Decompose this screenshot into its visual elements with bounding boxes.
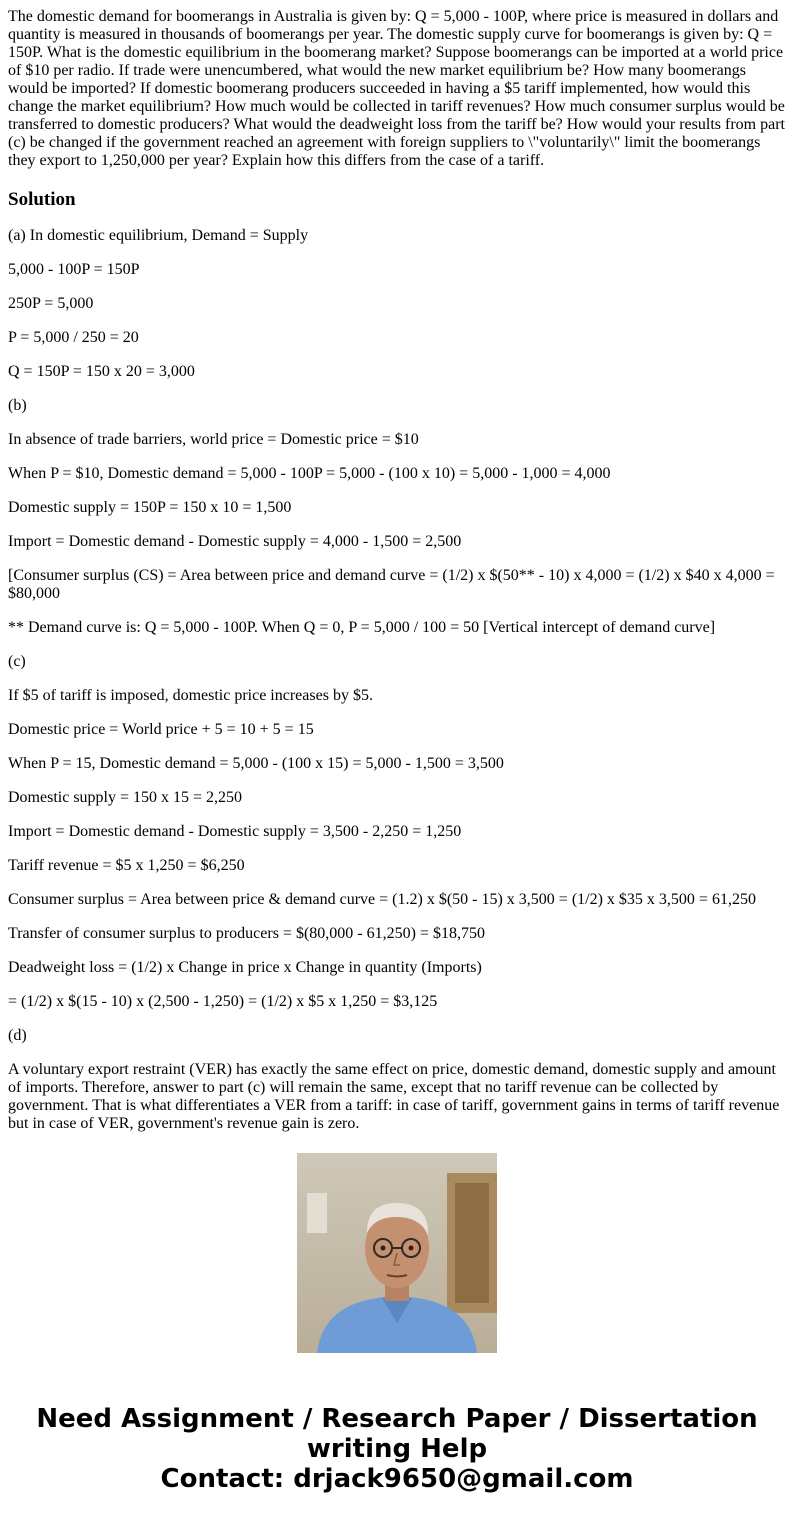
banner-line: writing Help: [306, 1434, 488, 1464]
solution-line: (d): [8, 1027, 27, 1044]
contact-email: Contact: drjack9650@gmail.com: [160, 1464, 634, 1494]
solution-line: Deadweight loss = (1/2) x Change in price x Change in quantity (Imports): [8, 959, 482, 976]
contact-banner: [0, 1404, 794, 1494]
solution-line: Domestic supply = 150 x 15 = 2,250: [8, 789, 243, 806]
solution-line: Tariff revenue = $5 x 1,250 = $6,250: [8, 857, 245, 874]
solution-line: P = 5,000 / 250 = 20: [8, 329, 139, 346]
solution-line: If $5 of tariff is imposed, domestic price increases by $5.: [8, 687, 373, 704]
person-portrait-icon: [297, 1153, 497, 1353]
solution-line: In absence of trade barriers, world price = Domestic price = $10: [8, 431, 419, 448]
solution-line: Domestic price = World price + 5 = 10 + 5 = 15: [8, 721, 314, 738]
solution-line: ** Demand curve is: Q = 5,000 - 100P. When Q = 0, P = 5,000 / 100 = 50 [Vertical intercept of demand curve]: [8, 619, 716, 636]
solution-line: (a) In domestic equilibrium, Demand = Supply: [8, 227, 309, 244]
solution-line: When P = 15, Domestic demand = 5,000 - (100 x 15) = 5,000 - 1,500 = 3,500: [8, 755, 504, 772]
banner-line: Need Assignment / Research Paper / Dissertation: [36, 1404, 758, 1434]
solution-line: (b): [8, 397, 27, 414]
solution-line: When P = $10, Domestic demand = 5,000 - 100P = 5,000 - (100 x 10) = 5,000 - 1,000 = 4,000: [8, 465, 611, 482]
solution-line: [Consumer surplus (CS) = Area between price and demand curve = (1/2) x $(50** - 10) x 4,000 = (1/2) x $40 x 4,000 = $80,000: [8, 567, 775, 602]
solution-line: Consumer surplus = Area between price & demand curve = (1.2) x $(50 - 15) x 3,500 = (1/2) x $35 x 3,500 = 61,250: [8, 891, 756, 908]
question-text: The domestic demand for boomerangs in Australia is given by: Q = 5,000 - 100P, where price is measured in dollars and quantity is measured in thousands of boomerangs per year. The domestic supply curve for boomerangs is given by: Q = 150P. What is the domestic equilibrium in the boomerang market? Suppose boomerangs can be imported at a world price of $10 per radio. If trade were unencumbered, what would the new market equilibrium be? How many boomerangs would be imported? If domestic boomerang producers succeeded in having a $5 tariff implemented, how would this change the market equilibrium? How much would be collected in tariff revenues? How much consumer surplus would be transferred to domestic producers? What would the deadweight loss from the tariff be? How would your results from part (c) be changed if the government reached an agreement with foreign suppliers to \"voluntarily\" limit the boomerangs they export to 1,250,000 per year? Explain how this differs from the case of a tariff.: [8, 8, 785, 169]
solution-body: [8, 227, 788, 1133]
solution-line: A voluntary export restraint (VER) has exactly the same effect on price, domestic demand, domestic supply and amount of imports. Therefore, answer to part (c) will remain the same, except that no tariff revenue can be collected by government. That is what differentiates a VER from a tariff: in case of tariff, government gains in terms of tariff revenue but in case of VER, government's revenue gain is zero.: [8, 1061, 780, 1132]
solution-line: = (1/2) x $(15 - 10) x (2,500 - 1,250) = (1/2) x $5 x 1,250 = $3,125: [8, 993, 438, 1010]
solution-line: Domestic supply = 150P = 150 x 10 = 1,500: [8, 499, 292, 516]
solution-line: Transfer of consumer surplus to producers = $(80,000 - 61,250) = $18,750: [8, 925, 485, 942]
solution-line: (c): [8, 653, 26, 670]
document-content: [8, 0, 788, 1132]
avatar: [297, 1153, 497, 1353]
solution-line: Q = 150P = 150 x 20 = 3,000: [8, 363, 195, 380]
solution-line: Import = Domestic demand - Domestic supply = 3,500 - 2,250 = 1,250: [8, 823, 462, 840]
solution-line: Import = Domestic demand - Domestic supply = 4,000 - 1,500 = 2,500: [8, 533, 462, 550]
solution-line: 5,000 - 100P = 150P: [8, 261, 140, 278]
solution-line: 250P = 5,000: [8, 295, 94, 312]
solution-heading: Solution: [8, 189, 76, 210]
